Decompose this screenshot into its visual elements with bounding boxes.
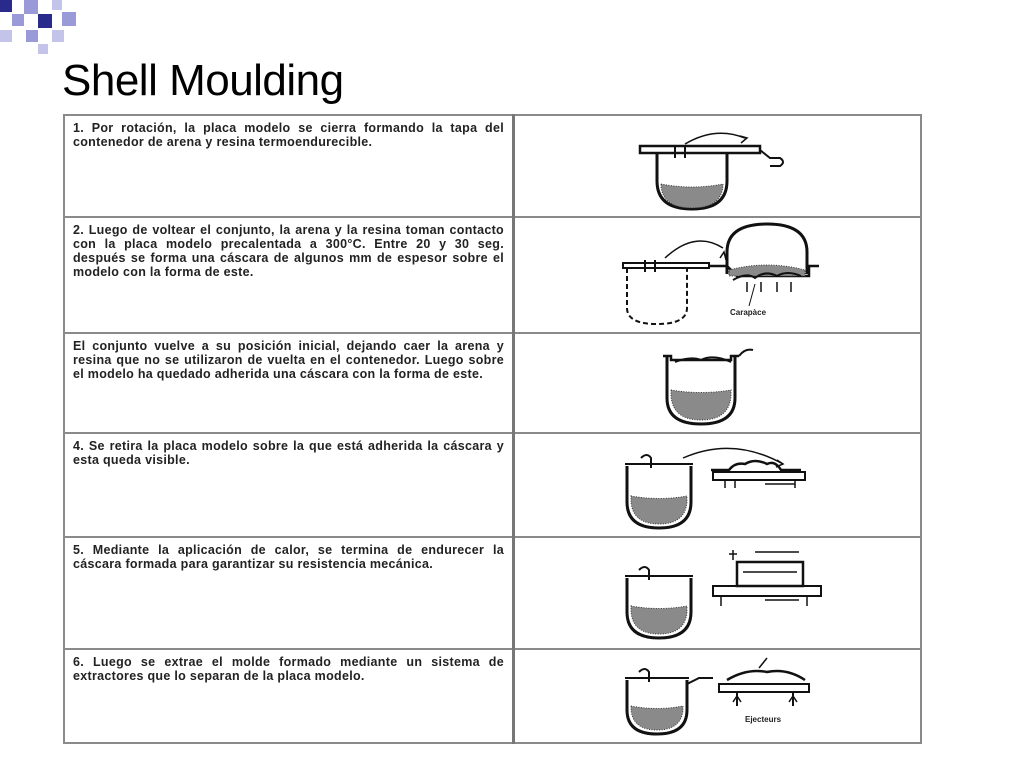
step-figure-cell <box>514 433 922 537</box>
step-text-cell <box>64 217 514 333</box>
step-figure-cell <box>514 333 922 433</box>
step-description: 2. Luego de voltear el conjunto, la arena y la resina toman contacto con la placa modelo precalentada a 300°C. Entre 20 y 30 seg. después se forma una cáscara de algunos mm de espesor sobre el modelo con la forma de este. <box>73 223 504 279</box>
shell-curing-figure <box>515 538 923 648</box>
step-text-cell <box>64 115 514 217</box>
step-row <box>64 537 921 649</box>
process-steps-table <box>63 114 922 744</box>
flask-returned-figure <box>515 334 923 432</box>
step-text-cell <box>64 649 514 743</box>
step-figure-cell <box>514 537 922 649</box>
slide-title: Shell Moulding <box>62 56 344 105</box>
step-description: 1. Por rotación, la placa modelo se cierra formando la tapa del contenedor de arena y resina termoendurecible. <box>73 121 504 149</box>
plate-removal-figure <box>515 434 923 536</box>
flask-closing-figure <box>515 116 923 216</box>
step-description: El conjunto vuelve a su posición inicial, dejando caer la arena y resina que no se utilizaron de vuelta en el contenedor. Luego sobre el modelo ha quedado adherida una cáscara con la forma de este. <box>73 339 504 381</box>
shell-ejection-figure <box>515 650 923 742</box>
step-text-cell <box>64 433 514 537</box>
carapace-label: Carapàce <box>730 308 767 317</box>
step-text-cell <box>64 333 514 433</box>
step-row <box>64 333 921 433</box>
step-description: 5. Mediante la aplicación de calor, se termina de endurecer la cáscara formada para garantizar su resistencia mecánica. <box>73 543 504 571</box>
step-row <box>64 433 921 537</box>
step-figure-cell <box>514 217 922 333</box>
step-row <box>64 217 921 333</box>
step-text-cell <box>64 537 514 649</box>
step-figure-cell <box>514 649 922 743</box>
flask-inverted-figure <box>515 218 923 332</box>
corner-decoration <box>0 0 80 62</box>
step-row <box>64 115 921 217</box>
step-description: 4. Se retira la placa modelo sobre la que está adherida la cáscara y esta queda visible. <box>73 439 504 467</box>
step-description: 6. Luego se extrae el molde formado mediante un sistema de extractores que lo separan de la placa modelo. <box>73 655 504 683</box>
step-figure-cell <box>514 115 922 217</box>
ejectors-label: Ejecteurs <box>745 715 782 724</box>
step-row <box>64 649 921 743</box>
